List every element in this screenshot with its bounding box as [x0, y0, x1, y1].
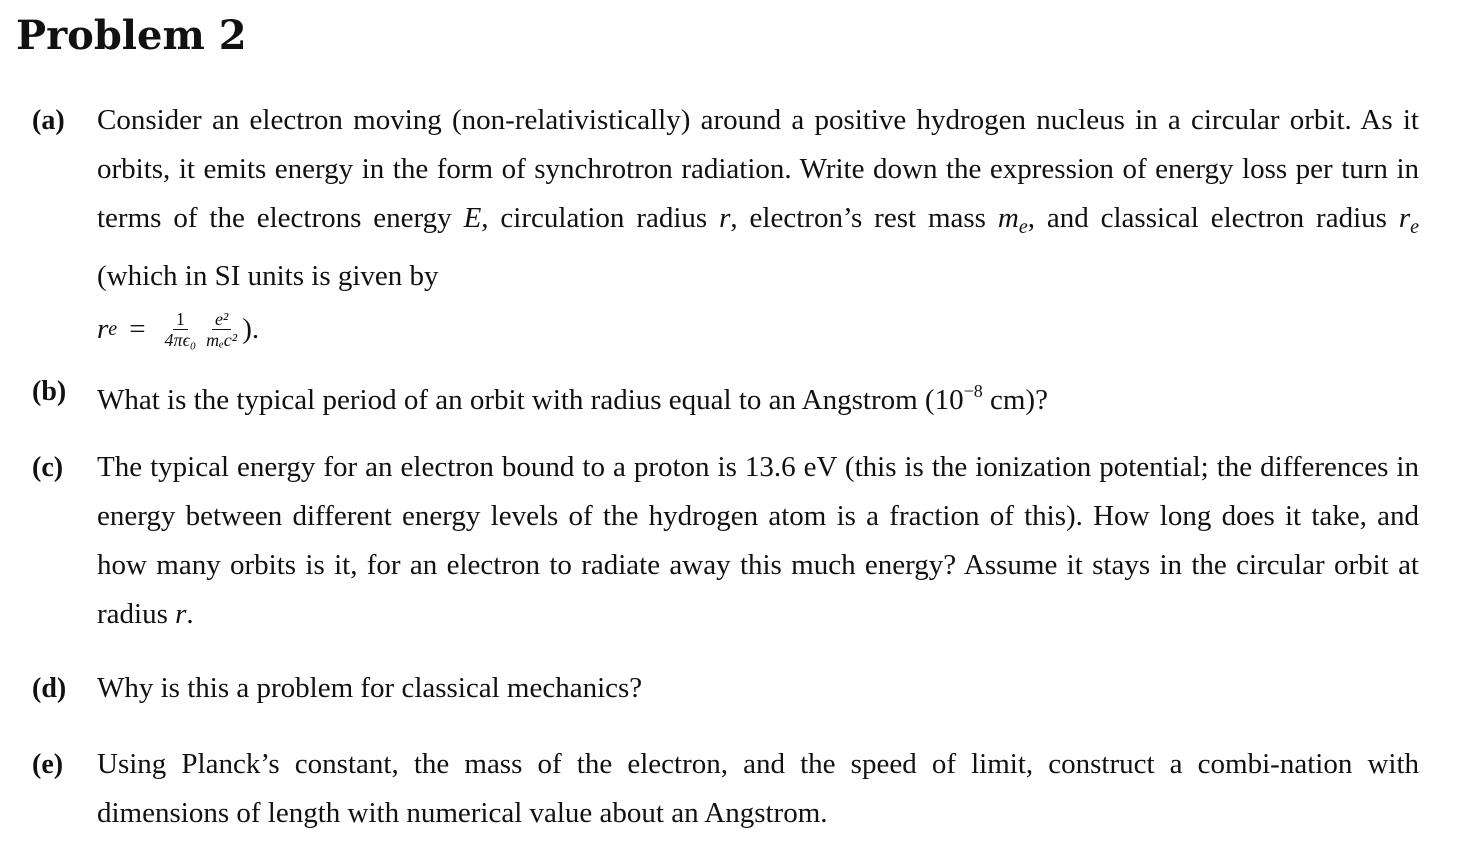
- part-b-text: [97, 367, 1419, 425]
- formula-lhs: r: [97, 313, 109, 345]
- fraction-1-numerator: 1: [173, 309, 188, 330]
- var-radius-c: r: [175, 598, 187, 630]
- part-a-text: [97, 96, 1419, 354]
- var-energy: E: [463, 202, 482, 234]
- part-b-text-2: cm)?: [982, 384, 1048, 416]
- part-a-text-1: Consider an electron moving (non-relativistically) around a positive hydrogen nucleus in a circular orbit. As it orbits, it emits energy in the form of synchrotron radiation. Write down the expression of energy loss per turn in terms of the electrons energy: [97, 104, 1419, 234]
- var-radius: r: [719, 202, 731, 234]
- part-a-text-5: (which in SI units is given by: [97, 260, 439, 292]
- formula-fraction-1: [162, 309, 200, 350]
- part-e-label: (e): [32, 749, 64, 780]
- part-b-text-1: What is the typical period of an orbit with radius equal to an Angstrom (10: [97, 384, 964, 416]
- fraction-2-numerator: e²: [212, 309, 231, 330]
- part-d-text-1: Why is this a problem for classical mechanics?: [97, 672, 643, 704]
- part-a-text-3: , electron’s rest mass: [730, 202, 998, 234]
- part-c-label: (c): [32, 452, 64, 483]
- part-c-text: [97, 443, 1419, 639]
- var-mass-sub: e: [1018, 216, 1028, 238]
- part-d-label: (d): [32, 673, 67, 704]
- part-e-text: [97, 740, 1419, 838]
- var-mass: m: [997, 202, 1019, 234]
- part-a-text-2: , circulation radius: [481, 202, 720, 234]
- fraction-1-denominator: 4πϵ₀: [164, 330, 197, 350]
- part-c-text-2: .: [186, 598, 194, 630]
- part-c-text-1: The typical energy for an electron bound to a proton is 13.6 eV (this is the ionization potential; the differences in energy between different energy levels of the hydrogen atom is a fraction of this). How long does it take, and how many orbits is it, for an electron to radiate away this much energy? Assume it stays in the circular orbit at radius: [97, 451, 1419, 630]
- var-classical-radius-sub: e: [1410, 216, 1419, 238]
- classical-radius-formula: [97, 305, 259, 354]
- part-a-text-4: , and classical electron radius: [1027, 202, 1399, 234]
- part-e-text-1: Using Planck’s constant, the mass of the electron, and the speed of limit, construct a combi-nation with dimensions of length with numerical value about an Angstrom.: [97, 748, 1419, 829]
- fraction-2-denominator: mₑc²: [206, 330, 238, 350]
- part-b-exponent: −8: [963, 381, 983, 401]
- formula-lhs-sub: e: [108, 318, 118, 340]
- part-a-label: (a): [32, 105, 65, 136]
- part-d-text: [97, 664, 1419, 713]
- var-classical-radius: r: [1398, 202, 1411, 234]
- problem-title: Problem 2: [16, 12, 247, 59]
- formula-tail: ).: [242, 313, 260, 345]
- part-b-label: (b): [32, 376, 67, 407]
- formula-fraction-2: [203, 309, 240, 350]
- formula-equals: =: [129, 313, 146, 345]
